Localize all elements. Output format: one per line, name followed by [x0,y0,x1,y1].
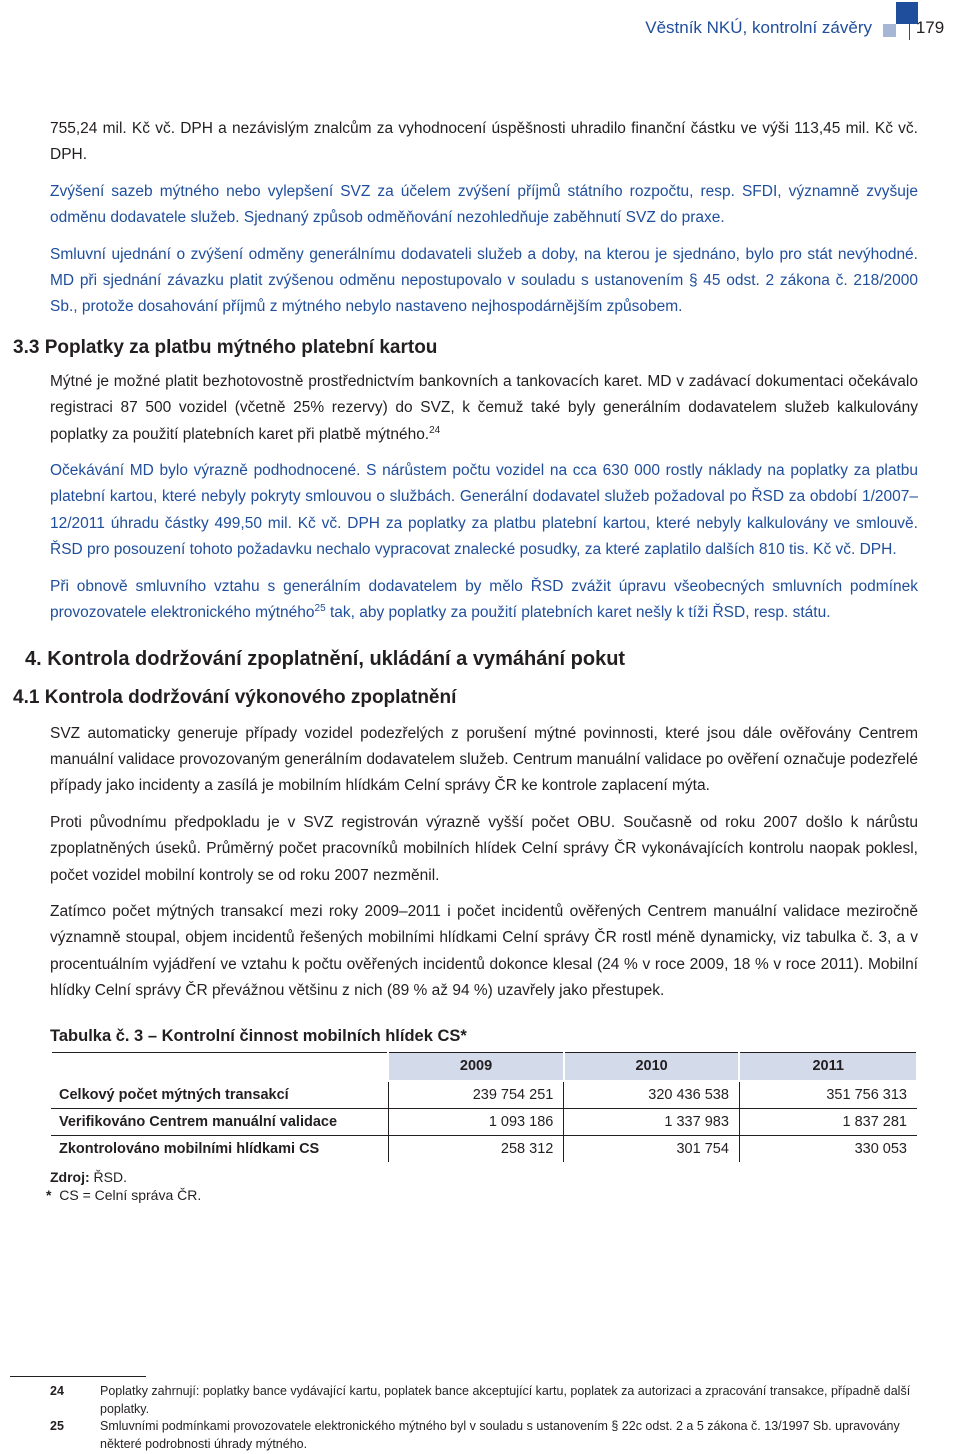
table-row [51,1108,917,1135]
table-row-label: Zkontrolováno mobilními hlídkami CS [51,1135,388,1162]
control-activity-table [50,1052,918,1163]
source-value: ŘSD. [93,1169,127,1186]
table-cell: 301 754 [564,1135,740,1162]
section-4-1-heading: 4.1 Kontrola dodržování výkonového zpoplatnění [13,686,457,708]
table-row [51,1135,917,1162]
table-row [51,1081,917,1108]
footnote-number: 24 [50,1384,64,1398]
table-cell: 258 312 [388,1135,564,1162]
section-3-3-paragraph-1: Mýtné je možné platit bezhotovostně prostřednictvím bankovních a tankovacích karet. MD v zadávací dokumentaci očekávalo registraci 87 500 vozidel (včetně 25% rezervy) do SVZ, k čemuž také byly generálním dodavatelem služeb kalkulovány poplatky za použití platebních karet při platbě mýtného.$^{24}$ [50,372,918,443]
note-text: CS = Celní správa ČR. [59,1187,202,1204]
footnote-25 [50,1418,920,1453]
table-note [46,1186,918,1204]
page-number: 179 [915,18,945,37]
paragraph-2: Zvýšení sazeb mýtného nebo vylepšení SVZ za účelem zvýšení příjmů státního rozpočtu, resp. SFDI, významně zvyšuje odměnu dodavatele služeb. Sjednaný způsob odměňování nezohledňuje zaběhnutí SVZ do praxe. [50,182,918,227]
footnote-ref-25[interactable]: 25 [314,602,326,614]
table-cell: 1 337 983 [564,1108,740,1135]
section-3-3-heading: 3.3 Poplatky za platbu mýtného platební kartou [13,336,438,358]
footnote-number: 25 [50,1419,64,1433]
note-mark: * [46,1187,52,1204]
section-3-3-paragraph-2: Očekávání MD bylo výrazně podhodnocené. S nárůstem počtu vozidel na cca 630 000 rostly náklady na poplatky za platbu platební kartou, které nebyly pokryty smlouvou o službách. Generální dodavatel služeb požadoval po ŘSD za období 1/2007–12/2011 úhradu částky 499,50 mil. Kč vč. DPH za poplatky za platbu platební kartou, které nebyly kalkulovány ve smlouvě. ŘSD pro posouzení tohoto požadavku nechalo vypracovat znalecké posudky, za které zaplatilo dalších 810 tis. Kč vč. DPH. [50,462,918,559]
table-cell: 330 053 [854,1140,907,1157]
header-title: Věstník NKÚ, kontrolní závěry [645,18,872,37]
footnote-ref-24[interactable]: 24 [429,424,441,436]
main-content [13,116,918,1204]
section-4-heading: 4. Kontrola dodržování zpoplatnění, ukládání a vymáhání pokut [25,647,626,670]
section-4-1-paragraph-3: Zatímco počet mýtných transakcí mezi roky 2009–2011 i počet incidentů ověřených Centrem manuální validace meziročně významně stoupal, objem incidentů řešených mobilními hlídkami Celní správy ČR rostl méně dynamicky, viz tabulka č. 3, a v procentuálním vyjádření ve vztahu k počtu ověřených incidentů dokonce klesal (24 % v roce 2009, 18 % v roce 2011). Mobilní hlídky Celní správy ČR převážnou většinu z nich (89 % až 94 %) uzavřely jako přestupek. [50,902,918,1000]
section-4-1-paragraph-1: SVZ automaticky generuje případy vozidel podezřelých z porušení mýtné povinnosti, které jsou dále ověřovány Centrem manuální validace provozovaným generálním dodavatelem služeb. Centrum manuální validace po ověření označuje podezřelé případy jako incidenty a zasílá je mobilním hlídkám Celní správy ČR ke kontrole zaplacení mýta. [50,724,918,795]
footnote-text: Poplatky zahrnují: poplatky bance vydávající kartu, poplatek bance akceptující kartu, poplatek za autorizaci a zpracování transakce, případně další poplatky. [100,1384,911,1416]
table-cell: 320 436 538 [564,1081,740,1108]
logo-square-small-icon [883,24,896,37]
paragraph-1: 755,24 mil. Kč vč. DPH a nezávislým znalcům za vyhodnocení úspěšnosti uhradilo finanční částku ve výši 113,45 mil. Kč vč. DPH. [50,120,918,164]
table-row-label: Verifikováno Centrem manuální validace [51,1108,388,1135]
paragraph-3: Smluvní ujednání o zvýšení odměny generálnímu dodavateli služeb a doby, na kterou je sjednáno, bylo pro stát nevýhodné. MD při sjednání závazku platit zvýšenou odměnu nepostupovalo v souladu s ustanovením § 45 odst. 2 zákona č. 218/2000 Sb., protože dosahování příjmů z mýtného nebylo nastaveno nejhospodárnějším způsobem. [50,245,918,316]
table-cell: 239 754 251 [388,1081,564,1108]
table-header-empty [51,1052,388,1081]
table-header-2010: 2010 [564,1052,740,1081]
table-source [50,1168,918,1186]
table-header-2011: 2011 [739,1052,917,1081]
footnote-24 [50,1383,920,1418]
table-cell: 351 756 313 [739,1081,917,1108]
table-row-label: Celkový počet mýtných transakcí [51,1081,388,1108]
page-header [0,0,960,60]
table-header-row [51,1052,917,1081]
table-cell: 1 093 186 [388,1108,564,1135]
section-4-1-paragraph-2: Proti původnímu předpokladu je v SVZ registrován výrazně vyšší počet OBU. Současně od roku 2007 došlo k nárůstu zpoplatněných úseků. Průměrný počet pracovníků mobilních hlídek Celní správy ČR vykonávajících kontrolu naopak poklesl, počet vozidel mobilní kontroly se od roku 2007 nezměnil. [50,813,918,884]
footnote-text: Smluvními podmínkami provozovatele elektronického mýtného byl v souladu s ustanovením § 22c odst. 2 a 5 zákona č. 13/1997 Sb. upravovány některé podrobnosti úhrady mýtného. [100,1419,900,1451]
footnotes [50,1383,920,1453]
footnote-divider [10,1376,146,1377]
table-header-2009: 2009 [388,1052,564,1081]
table-title: Tabulka č. 3 – Kontrolní činnost mobilních hlídek CS* [50,1026,467,1045]
table-cell: 1 837 281 [739,1108,917,1135]
section-3-3-paragraph-3: Při obnově smluvního vztahu s generálním dodavatelem by mělo ŘSD zvážit úpravu všeobecných smluvních podmínek provozovatele elektronického mýtného$^{25}$ tak, aby poplatky za použití platebních karet nešly k tíži ŘSD, resp. státu. [50,577,918,622]
source-label: Zdroj: [50,1169,90,1186]
